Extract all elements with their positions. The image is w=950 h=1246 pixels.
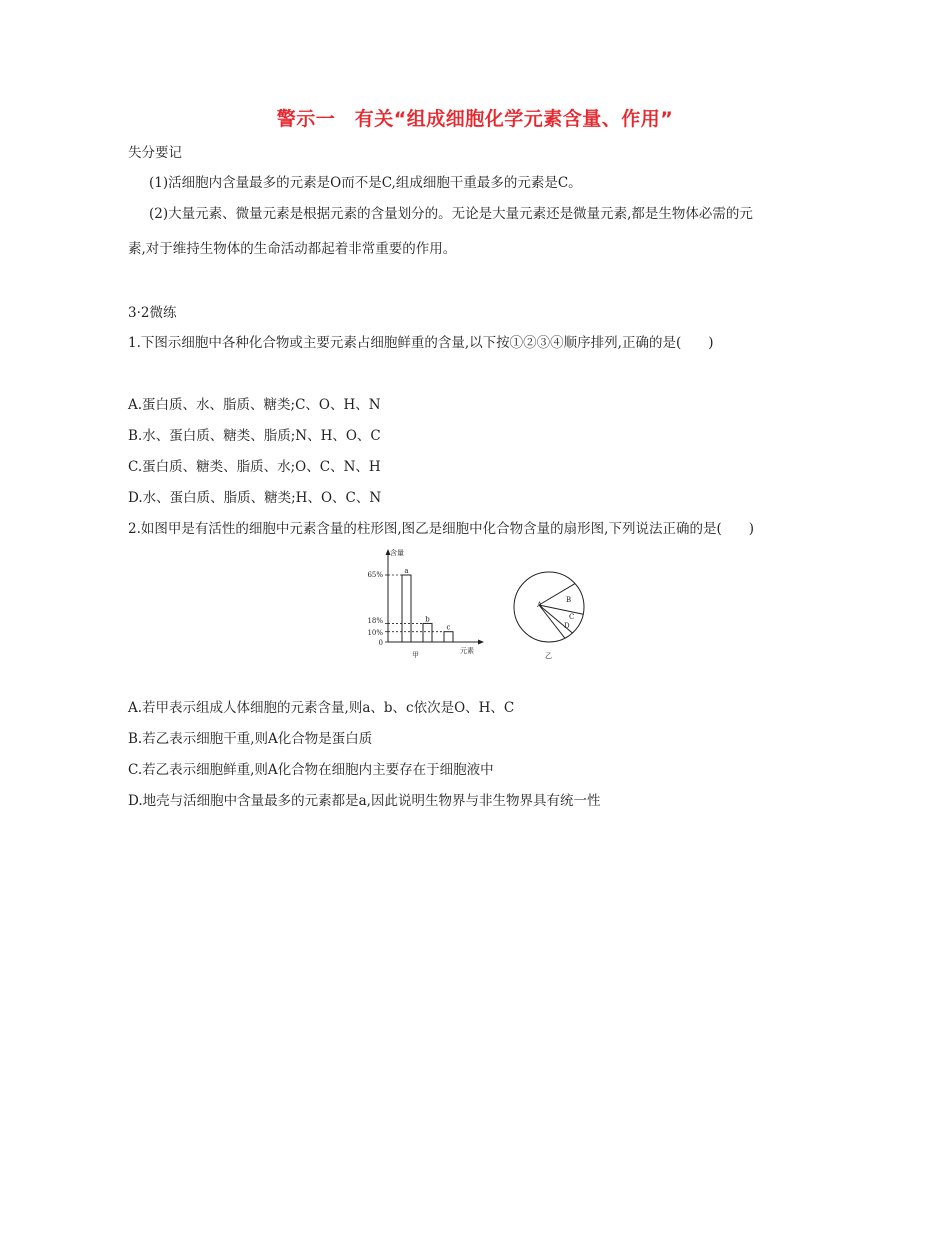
- q1-option-b: B.水、蛋白质、糖类、脂质;N、H、O、C: [128, 428, 381, 444]
- chart-canvas: [360, 545, 600, 670]
- y-tick-label-10: 10%: [367, 629, 383, 637]
- point-2-line-2: 素,对于维持生物体的生命活动都起着非常重要的作用。: [128, 241, 457, 257]
- bar-chart: [367, 548, 484, 659]
- pie-label-a: A: [537, 601, 543, 609]
- page-title: 警示一 有关“组成细胞化学元素含量、作用”: [276, 108, 674, 130]
- bar-chart-ylabel: 含量: [390, 549, 404, 557]
- pie-chart-title: 乙: [545, 652, 552, 660]
- q1-option-a: A.蛋白质、水、脂质、糖类;C、O、H、N: [128, 397, 381, 413]
- bar-c: [444, 632, 453, 642]
- q1-option-c: C.蛋白质、糖类、脂质、水;O、C、N、H: [128, 459, 381, 475]
- bar-series: [385, 567, 453, 642]
- q2-option-b: B.若乙表示细胞干重,则A化合物是蛋白质: [128, 731, 373, 747]
- pie-label-c: C: [569, 613, 575, 621]
- q2-option-a: A.若甲表示组成人体细胞的元素含量,则a、b、c依次是O、H、C: [128, 700, 515, 716]
- bar-b: [423, 623, 432, 642]
- x-axis-arrow: [478, 640, 484, 645]
- point-2-line-1: (2)大量元素、微量元素是根据元素的含量划分的。无论是大量元素还是微量元素,都是生物体必需的元: [149, 206, 753, 222]
- pie-label-d: D: [564, 622, 570, 630]
- bar-chart-xlabel: 元素: [460, 647, 474, 655]
- question-1-stem: 1.下图示细胞中各种化合物或主要元素占细胞鲜重的含量,以下按①②③④顺序排列,正确的是( ): [128, 335, 714, 351]
- section-heading: 失分要记: [128, 145, 182, 161]
- bar-label-a: a: [404, 567, 409, 575]
- bar-label-b: b: [425, 615, 430, 624]
- q2-option-d: D.地壳与活细胞中含量最多的元素都是a,因此说明生物界与非生物界具有统一性: [128, 793, 601, 809]
- q2-option-c: C.若乙表示细胞鲜重,则A化合物在细胞内主要存在于细胞液中: [128, 762, 494, 778]
- point-1: (1)活细胞内含量最多的元素是O而不是C,组成细胞干重最多的元素是C。: [149, 175, 582, 191]
- q1-option-d: D.水、蛋白质、脂质、糖类;H、O、C、N: [128, 490, 382, 506]
- y-tick-label-65: 65%: [367, 571, 383, 579]
- practice-heading: 3·2微练: [128, 305, 177, 321]
- question-2-stem: 2.如图甲是有活性的细胞中元素含量的柱形图,图乙是细胞中化合物含量的扇形图,下列说法正确的是( ): [128, 521, 754, 537]
- pie-chart: [514, 572, 584, 660]
- figure-charts: [360, 545, 600, 670]
- bar-label-c: c: [446, 623, 451, 632]
- y-tick-label-18: 18%: [367, 617, 383, 625]
- bar-chart-title: 甲: [412, 651, 419, 659]
- pie-slices: [539, 584, 583, 639]
- y-tick-label-0: 0: [378, 639, 383, 647]
- pie-label-b: B: [566, 596, 572, 604]
